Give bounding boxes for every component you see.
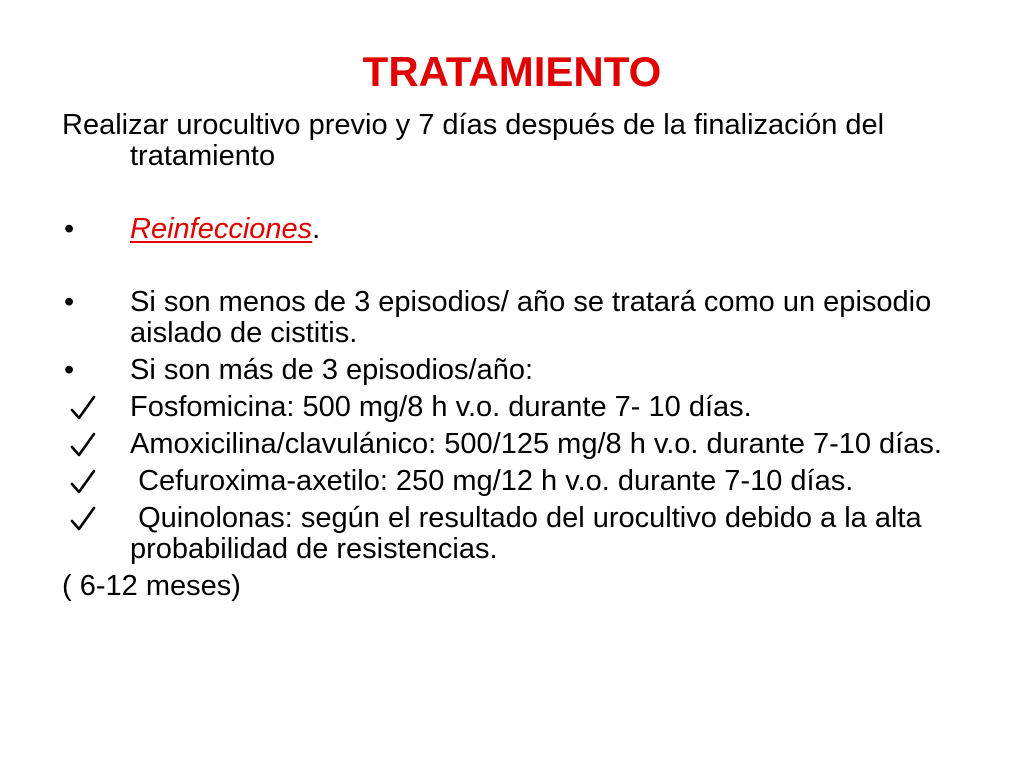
check-text: Fosfomicina: 500 mg/8 h v.o. durante 7- 10 días. (130, 391, 752, 423)
check-item-amoxicilina (62, 429, 982, 460)
check-icon (70, 394, 96, 422)
check-text: Cefuroxima-axetilo: 250 mg/12 h v.o. durante 7-10 días. (130, 465, 854, 497)
bullet-item-mas-episodios (62, 355, 982, 386)
check-item-fosfomicina (62, 392, 982, 423)
check-text: Amoxicilina/clavulánico: 500/125 mg/8 h v.o. durante 7-10 días. (130, 428, 942, 460)
check-icon (70, 468, 96, 496)
intro-text: Realizar urocultivo previo y 7 días después de la finalización del tratamiento (62, 109, 885, 172)
slide-content (62, 110, 982, 602)
bullet-icon: • (64, 213, 75, 245)
check-icon (70, 505, 96, 533)
duration-note: ( 6-12 meses) (62, 570, 241, 602)
check-icon (70, 431, 96, 459)
check-item-quinolonas (62, 503, 982, 565)
bullet-icon: • (64, 286, 75, 318)
slide-title: TRATAMIENTO (362, 48, 662, 95)
bullet-text: Si son más de 3 episodios/año: (130, 354, 534, 386)
reinfecciones-label: Reinfecciones (130, 213, 313, 245)
bullet-item-reinfecciones (62, 214, 982, 245)
check-item-cefuroxima (62, 466, 982, 497)
bullet-icon: • (64, 354, 75, 386)
reinfecciones-period: . (312, 213, 321, 245)
check-text: Quinolonas: según el resultado del urocultivo debido a la alta probabilidad de resistencias. (130, 502, 930, 565)
bullet-item-menos-episodios (62, 287, 982, 349)
bullet-text: Si son menos de 3 episodios/ año se tratará como un episodio aislado de cistitis. (130, 286, 932, 349)
